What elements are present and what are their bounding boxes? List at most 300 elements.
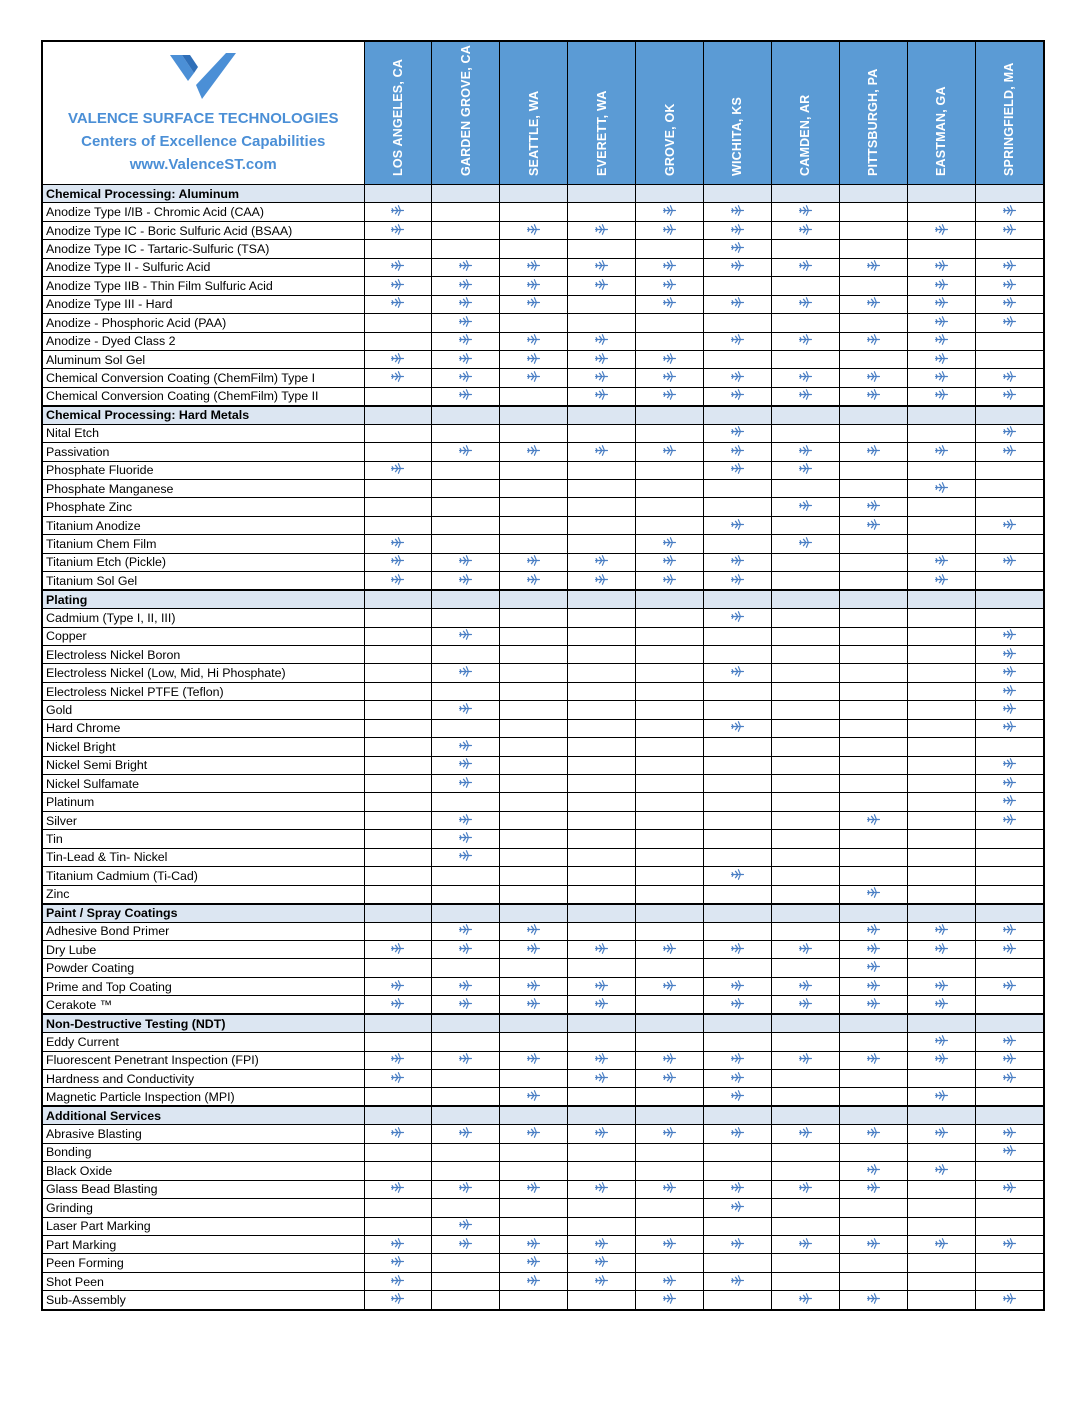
capability-cell: [568, 867, 636, 885]
capability-cell: [975, 203, 1043, 221]
airplane-icon: [663, 445, 676, 456]
airplane-icon: [595, 224, 608, 235]
process-name: Anodize Type IIB - Thin Film Sulfuric Acid: [43, 277, 364, 295]
table-row: [43, 387, 1043, 405]
capability-cell: [432, 1143, 500, 1161]
location-header: [975, 42, 1043, 185]
airplane-icon: [731, 555, 744, 566]
capability-cell: [839, 1143, 907, 1161]
table-row: [43, 258, 1043, 276]
capability-cell: [771, 1272, 839, 1290]
capability-cell: [364, 959, 432, 977]
process-name: Grinding: [43, 1199, 364, 1217]
capability-cell: [771, 922, 839, 940]
capability-cell: [975, 277, 1043, 295]
capability-cell: [839, 1254, 907, 1272]
airplane-icon: [459, 279, 472, 290]
airplane-icon: [527, 224, 540, 235]
section-spacer-cell: [839, 406, 907, 424]
capability-cell: [636, 314, 704, 332]
capability-cell: [907, 1125, 975, 1143]
process-name: Platinum: [43, 793, 364, 811]
capability-cell: [703, 424, 771, 442]
airplane-icon: [459, 943, 472, 954]
capability-cell: [703, 535, 771, 553]
capability-cell: [771, 811, 839, 829]
section-spacer-cell: [568, 590, 636, 608]
airplane-icon: [595, 1072, 608, 1083]
capability-cell: [636, 350, 704, 368]
capability-cell: [771, 1070, 839, 1088]
capability-cell: [364, 811, 432, 829]
airplane-icon: [595, 371, 608, 382]
capability-cell: [975, 1254, 1043, 1272]
airplane-icon: [731, 980, 744, 991]
capability-cell: [907, 1051, 975, 1069]
capability-cell: [975, 793, 1043, 811]
capability-cell: [975, 1051, 1043, 1069]
airplane-icon: [459, 703, 472, 714]
airplane-icon: [731, 1201, 744, 1212]
capability-cell: [771, 1125, 839, 1143]
airplane-icon: [799, 1182, 812, 1193]
section-spacer-cell: [364, 904, 432, 922]
capability-cell: [636, 609, 704, 627]
capability-cell: [907, 369, 975, 387]
capability-cell: [975, 424, 1043, 442]
airplane-icon: [527, 445, 540, 456]
airplane-icon: [595, 279, 608, 290]
capability-cell: [703, 314, 771, 332]
capability-cell: [500, 387, 568, 405]
airplane-icon: [391, 980, 404, 991]
airplane-icon: [731, 297, 744, 308]
airplane-icon: [1003, 316, 1016, 327]
table-row: [43, 1199, 1043, 1217]
capability-cell: [975, 996, 1043, 1014]
capability-cell: [771, 996, 839, 1014]
capability-cell: [568, 775, 636, 793]
airplane-icon: [663, 1238, 676, 1249]
capability-cell: [364, 940, 432, 958]
section-spacer-cell: [839, 1106, 907, 1124]
airplane-icon: [935, 371, 948, 382]
capability-cell: [975, 498, 1043, 516]
capability-cell: [568, 332, 636, 350]
location-header: [500, 42, 568, 185]
airplane-icon: [663, 1072, 676, 1083]
capability-cell: [364, 867, 432, 885]
capability-cell: [975, 240, 1043, 258]
process-name: Dry Lube: [43, 940, 364, 958]
airplane-icon: [595, 980, 608, 991]
airplane-icon: [867, 500, 880, 511]
capability-cell: [839, 775, 907, 793]
capability-cell: [364, 314, 432, 332]
capability-cell: [364, 572, 432, 590]
capability-cell: [636, 498, 704, 516]
capability-cell: [636, 240, 704, 258]
airplane-icon: [935, 279, 948, 290]
capability-cell: [907, 1180, 975, 1198]
airplane-icon: [935, 1238, 948, 1249]
capability-cell: [500, 314, 568, 332]
airplane-icon: [1003, 980, 1016, 991]
section-header-row: [43, 406, 1043, 424]
capability-cell: [432, 535, 500, 553]
capability-cell: [568, 738, 636, 756]
process-name: Titanium Chem Film: [43, 535, 364, 553]
airplane-icon: [799, 371, 812, 382]
capability-cell: [839, 516, 907, 534]
airplane-icon: [731, 1182, 744, 1193]
airplane-icon: [391, 260, 404, 271]
capability-cell: [432, 332, 500, 350]
capability-cell: [500, 332, 568, 350]
airplane-icon: [527, 1182, 540, 1193]
capability-cell: [500, 1199, 568, 1217]
capability-cell: [636, 387, 704, 405]
capability-cell: [839, 258, 907, 276]
capability-cell: [432, 738, 500, 756]
capability-cell: [839, 332, 907, 350]
capability-cell: [975, 1033, 1043, 1051]
capability-cell: [975, 609, 1043, 627]
capability-cell: [703, 1143, 771, 1161]
airplane-icon: [663, 574, 676, 585]
process-name: Adhesive Bond Primer: [43, 922, 364, 940]
table-row: [43, 867, 1043, 885]
capability-cell: [364, 1235, 432, 1253]
capability-cell: [703, 775, 771, 793]
capability-cell: [975, 369, 1043, 387]
capability-cell: [703, 1033, 771, 1051]
capability-cell: [364, 203, 432, 221]
airplane-icon: [867, 1238, 880, 1249]
capability-cell: [839, 811, 907, 829]
capability-cell: [839, 350, 907, 368]
capability-cell: [907, 461, 975, 479]
capability-cell: [432, 1272, 500, 1290]
table-row: [43, 1125, 1043, 1143]
process-name: Powder Coating: [43, 959, 364, 977]
capability-cell: [568, 277, 636, 295]
table-row: [43, 1180, 1043, 1198]
airplane-icon: [799, 537, 812, 548]
table-row: [43, 996, 1043, 1014]
capability-cell: [907, 922, 975, 940]
location-label: SEATTLE, WA: [526, 90, 541, 176]
airplane-icon: [391, 205, 404, 216]
capability-cell: [703, 682, 771, 700]
airplane-icon: [595, 943, 608, 954]
capability-cell: [364, 738, 432, 756]
airplane-icon: [799, 260, 812, 271]
table-row: [43, 885, 1043, 903]
capability-cell: [975, 535, 1043, 553]
table-row: [43, 1088, 1043, 1106]
airplane-icon: [595, 998, 608, 1009]
capability-cell: [839, 959, 907, 977]
capability-cell: [907, 572, 975, 590]
airplane-icon: [799, 205, 812, 216]
capability-cell: [432, 977, 500, 995]
airplane-icon: [391, 537, 404, 548]
airplane-icon: [731, 389, 744, 400]
capability-cell: [703, 387, 771, 405]
airplane-icon: [935, 224, 948, 235]
capability-cell: [568, 443, 636, 461]
capability-cell: [839, 701, 907, 719]
capability-cell: [500, 203, 568, 221]
table-row: [43, 1051, 1043, 1069]
capability-cell: [771, 775, 839, 793]
table-row: [43, 443, 1043, 461]
section-spacer-cell: [975, 590, 1043, 608]
section-spacer-cell: [364, 406, 432, 424]
airplane-icon: [935, 389, 948, 400]
capability-cell: [500, 424, 568, 442]
capability-cell: [432, 516, 500, 534]
process-name: Titanium Etch (Pickle): [43, 553, 364, 571]
capability-cell: [568, 1143, 636, 1161]
airplane-icon: [459, 1127, 472, 1138]
airplane-icon: [1003, 1127, 1016, 1138]
capability-cell: [364, 332, 432, 350]
website-link[interactable]: www.ValenceST.com: [129, 155, 277, 173]
capability-cell: [364, 922, 432, 940]
section-spacer-cell: [907, 590, 975, 608]
section-spacer-cell: [636, 1014, 704, 1032]
capability-cell: [500, 277, 568, 295]
capability-cell: [907, 1217, 975, 1235]
capability-cell: [907, 203, 975, 221]
process-name: Anodize Type IC - Tartaric-Sulfuric (TSA): [43, 240, 364, 258]
capability-cell: [568, 516, 636, 534]
airplane-icon: [391, 998, 404, 1009]
capability-cell: [771, 350, 839, 368]
capability-cell: [636, 830, 704, 848]
capability-cell: [432, 1051, 500, 1069]
section-spacer-cell: [636, 904, 704, 922]
capability-cell: [907, 1199, 975, 1217]
capability-cell: [432, 682, 500, 700]
capability-cell: [568, 830, 636, 848]
airplane-icon: [935, 998, 948, 1009]
capability-cell: [703, 240, 771, 258]
airplane-icon: [391, 1072, 404, 1083]
airplane-icon: [731, 242, 744, 253]
capability-cell: [975, 295, 1043, 313]
capability-cell: [432, 719, 500, 737]
capability-cell: [364, 996, 432, 1014]
capability-cell: [771, 1217, 839, 1235]
capability-cell: [771, 480, 839, 498]
location-header: [432, 42, 500, 185]
capability-cell: [432, 314, 500, 332]
airplane-icon: [391, 279, 404, 290]
airplane-icon: [595, 1127, 608, 1138]
capability-cell: [771, 535, 839, 553]
table-row: [43, 461, 1043, 479]
capability-cell: [907, 424, 975, 442]
location-header: [839, 42, 907, 185]
capability-cell: [975, 977, 1043, 995]
airplane-icon: [1003, 224, 1016, 235]
capability-cell: [568, 811, 636, 829]
section-spacer-cell: [364, 1106, 432, 1124]
airplane-icon: [391, 1238, 404, 1249]
capability-cell: [568, 1070, 636, 1088]
capability-cell: [771, 1033, 839, 1051]
airplane-icon: [935, 1090, 948, 1101]
section-spacer-cell: [839, 185, 907, 203]
airplane-icon: [867, 1293, 880, 1304]
airplane-icon: [527, 1275, 540, 1286]
capability-cell: [907, 221, 975, 239]
airplane-icon: [663, 1182, 676, 1193]
capability-cell: [500, 793, 568, 811]
section-spacer-cell: [703, 1014, 771, 1032]
capability-cell: [703, 940, 771, 958]
airplane-icon: [527, 297, 540, 308]
capability-cell: [839, 719, 907, 737]
capability-cell: [364, 1272, 432, 1290]
capability-cell: [771, 443, 839, 461]
capability-cell: [636, 627, 704, 645]
capability-cell: [568, 1180, 636, 1198]
capability-cell: [907, 996, 975, 1014]
airplane-icon: [935, 980, 948, 991]
capability-cell: [771, 1235, 839, 1253]
process-name: Anodize - Phosphoric Acid (PAA): [43, 314, 364, 332]
valence-logo-icon: [168, 51, 238, 101]
capability-cell: [839, 645, 907, 663]
capability-cell: [364, 295, 432, 313]
table-row: [43, 295, 1043, 313]
process-name: Aluminum Sol Gel: [43, 350, 364, 368]
capability-cell: [636, 775, 704, 793]
section-spacer-cell: [500, 406, 568, 424]
process-name: Laser Part Marking: [43, 1217, 364, 1235]
capability-cell: [500, 1254, 568, 1272]
capability-cell: [568, 627, 636, 645]
airplane-icon: [731, 943, 744, 954]
airplane-icon: [731, 1127, 744, 1138]
airplane-icon: [459, 850, 472, 861]
capability-cell: [568, 664, 636, 682]
capability-cell: [839, 627, 907, 645]
capability-cell: [839, 664, 907, 682]
airplane-icon: [459, 260, 472, 271]
capability-cell: [771, 1199, 839, 1217]
capability-cell: [364, 350, 432, 368]
capability-cell: [432, 277, 500, 295]
airplane-icon: [459, 297, 472, 308]
capability-cell: [703, 885, 771, 903]
capability-cell: [839, 480, 907, 498]
capability-cell: [771, 461, 839, 479]
process-name: Chemical Conversion Coating (ChemFilm) Type II: [43, 387, 364, 405]
capability-cell: [907, 738, 975, 756]
capability-cell: [771, 793, 839, 811]
table-row: [43, 277, 1043, 295]
capability-cell: [703, 811, 771, 829]
capability-cell: [975, 443, 1043, 461]
capability-cell: [500, 480, 568, 498]
capability-cell: [432, 498, 500, 516]
capability-cell: [703, 1125, 771, 1143]
capability-cell: [907, 295, 975, 313]
capability-cell: [500, 1235, 568, 1253]
capability-cell: [839, 940, 907, 958]
airplane-icon: [731, 666, 744, 677]
airplane-icon: [1003, 371, 1016, 382]
section-spacer-cell: [432, 904, 500, 922]
capability-cell: [703, 793, 771, 811]
airplane-icon: [1003, 519, 1016, 530]
airplane-icon: [459, 629, 472, 640]
airplane-icon: [527, 555, 540, 566]
capability-cell: [839, 240, 907, 258]
airplane-icon: [663, 224, 676, 235]
capability-cell: [703, 848, 771, 866]
process-name: Zinc: [43, 885, 364, 903]
capability-cell: [500, 775, 568, 793]
capability-cell: [568, 240, 636, 258]
section-spacer-cell: [568, 1014, 636, 1032]
airplane-icon: [935, 1164, 948, 1175]
section-spacer-cell: [771, 1014, 839, 1032]
capability-cell: [771, 609, 839, 627]
airplane-icon: [1003, 205, 1016, 216]
table-row: [43, 775, 1043, 793]
airplane-icon: [1003, 703, 1016, 714]
process-name: Electroless Nickel Boron: [43, 645, 364, 663]
process-name: Electroless Nickel (Low, Mid, Hi Phosphate): [43, 664, 364, 682]
capability-cell: [432, 830, 500, 848]
capability-cell: [907, 811, 975, 829]
capability-cell: [432, 1180, 500, 1198]
capability-cell: [500, 553, 568, 571]
capability-cell: [907, 1143, 975, 1161]
section-header-row: [43, 904, 1043, 922]
capability-cell: [703, 332, 771, 350]
capability-cell: [364, 1051, 432, 1069]
capability-cell: [432, 1254, 500, 1272]
capability-cell: [500, 609, 568, 627]
table-row: [43, 1291, 1043, 1309]
airplane-icon: [935, 260, 948, 271]
process-name: Prime and Top Coating: [43, 977, 364, 995]
airplane-icon: [663, 371, 676, 382]
airplane-icon: [799, 1053, 812, 1064]
airplane-icon: [799, 943, 812, 954]
airplane-icon: [1003, 666, 1016, 677]
capability-cell: [636, 1199, 704, 1217]
airplane-icon: [1003, 389, 1016, 400]
capability-cell: [907, 332, 975, 350]
airplane-icon: [731, 869, 744, 880]
capability-cell: [500, 1180, 568, 1198]
table-row: [43, 793, 1043, 811]
capability-cell: [432, 350, 500, 368]
capability-cell: [771, 240, 839, 258]
capability-cell: [975, 1162, 1043, 1180]
section-header-row: [43, 1106, 1043, 1124]
capability-cell: [703, 258, 771, 276]
process-name: Titanium Anodize: [43, 516, 364, 534]
